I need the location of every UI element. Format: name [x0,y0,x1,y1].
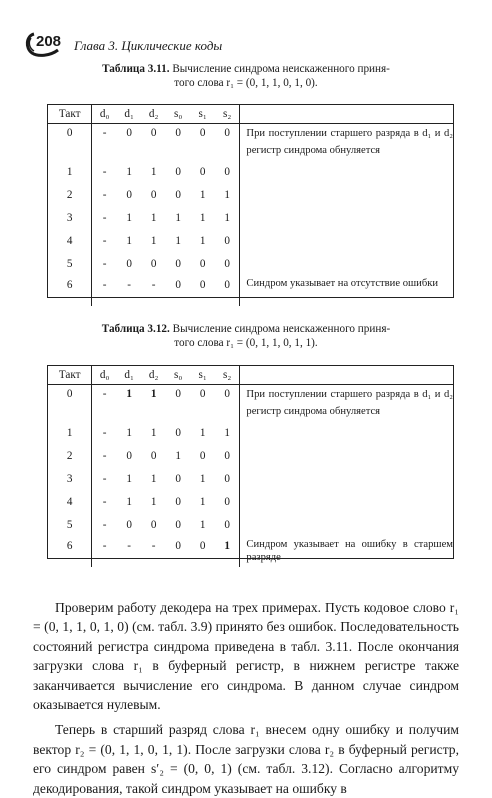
table-cell: 1 [126,235,132,247]
table-cell: - [102,540,107,552]
body-text [33,598,459,798]
table-cell: 4 [48,230,92,253]
table-cell: 4 [48,491,92,514]
column-header: d₀ [92,366,117,385]
table-note: При поступлении старшего разряда в d₁ и d₂ регистр синдрома обнуляется [246,389,453,417]
table-caption-text-cont: того слова r₁ = (0, 1, 1, 0, 1, 1). [174,337,318,349]
table-cell: 0 [126,519,132,531]
table-cell: 0 [215,491,240,514]
table-cell: 0 [175,258,181,270]
table-cell: 0 [175,388,181,400]
column-header: d₂ [141,105,166,124]
table-cell: 1 [48,161,92,184]
table-cell: 0 [48,124,92,162]
table-row [48,385,453,423]
paragraph: Проверим работу декодера на трех примерах. Пусть кодовое слово r₁ = (0, 1, 1, 0, 1, 0) (см. табл. 3.9) принято без ошибок. Последовательность состояний регистра синдрома приведена в табл. 3.11. После окончания загрузки слова r₁ в буферный регистр, в нижнем регистре также заканчивается вычисление его синдрома. В данном случае синдром оказывается нулевым. [33,600,459,713]
table-cell: - [127,540,131,552]
table-cell: 0 [175,127,181,139]
table-header-row [48,105,453,124]
table-cell: 3 [48,468,92,491]
table-cell: 1 [175,235,181,247]
table-row [48,124,453,162]
table-cell: - [102,496,107,508]
column-header: Такт [48,105,92,124]
page-header [22,34,472,56]
table-cell: 0 [175,496,181,508]
table-row [48,184,453,207]
table-cell: 1 [215,537,240,567]
table-cell: 1 [199,235,206,247]
column-header: s₂ [215,366,240,385]
table-cell: - [102,279,107,291]
table-cell: 1 [150,388,157,400]
table-cell: - [102,258,107,270]
table-cell: 1 [126,427,132,439]
table-cell: - [102,450,107,462]
table-cell: 5 [48,514,92,537]
table-cell: 6 [48,537,92,567]
column-header [240,366,453,385]
table-cell: 0 [215,276,240,306]
table-cell: 0 [215,445,240,468]
table-cell: 0 [199,540,206,552]
table-cell: 0 [126,189,132,201]
table-cell: 1 [150,473,157,485]
table-note [240,514,453,537]
table-row [48,422,453,445]
table-caption-label: Таблица 3.11. [102,63,170,75]
column-header: d₁ [117,105,142,124]
table-cell: 0 [199,127,206,139]
column-header: s₀ [166,105,191,124]
table-cell: - [151,279,156,291]
table-cell: 0 [175,166,181,178]
table-row [48,161,453,184]
table-cell: - [102,212,107,224]
table-cell: - [102,166,107,178]
column-header: d₀ [92,105,117,124]
table-cell: 1 [215,184,240,207]
column-header: s₁ [190,105,215,124]
table-row [48,537,453,567]
syndrome-table-3-12 [48,366,453,567]
table-cell: 0 [175,427,181,439]
table-cell: 1 [199,496,206,508]
table-note: При поступлении старшего разряда в d₁ и d₂ регистр синдрома обнуляется [246,128,453,156]
table-cell: 0 [126,450,132,462]
table-note [240,445,453,468]
table-note [240,207,453,230]
table-cell: 0 [175,279,181,291]
column-header [240,105,453,124]
table-cell: 1 [150,212,157,224]
column-header: Такт [48,366,92,385]
table-cell: 0 [175,540,181,552]
table-cell: 0 [199,258,206,270]
table-cell: 0 [126,258,132,270]
table-note: Синдром указывает на отсутствие ошибки [246,278,439,289]
table-cell: 1 [126,388,132,400]
table-cell: 0 [215,230,240,253]
table-cell: 0 [199,388,206,400]
table-cell: - [127,279,131,291]
table-cell: 3 [48,207,92,230]
table-cell: 1 [215,207,240,230]
column-header: s₀ [166,366,191,385]
table-cell: 0 [175,473,181,485]
column-header: s₂ [215,105,240,124]
table-cell: 1 [126,496,132,508]
table-row [48,445,453,468]
table-cell: 0 [150,450,157,462]
table-cell: 0 [126,127,132,139]
column-header: s₁ [190,366,215,385]
table-cell: 5 [48,253,92,276]
table-caption-label: Таблица 3.12. [101,323,170,335]
table-cell: - [102,427,107,439]
table-row [48,253,453,276]
table-cell: - [102,127,107,139]
table-row [48,230,453,253]
table-cell: 0 [215,514,240,537]
table-row [48,468,453,491]
table-cell: 0 [215,468,240,491]
table-cell: 1 [199,189,206,201]
page-number: 208 [36,33,62,50]
table-caption [0,322,492,350]
table-row [48,207,453,230]
paragraph: Теперь в старший разряд слова r₁ внесем одну ошибку и получим вектор r₂ = (0, 1, 1, 0, 1, 1). После загрузки слова r₂ в буферный регистр, его синдром равен s′₂ = (0, 0, 1) (см. табл. 3.12). Согласно алгоритму декодирования, такой синдром указывает на ошибку в [33,722,459,796]
table-row [48,491,453,514]
table-note [240,491,453,514]
table-caption-text: Вычисление синдрома неискаженного приня- [169,63,390,75]
table-cell: 0 [150,519,157,531]
table-note [240,230,453,253]
table-cell: 0 [150,258,157,270]
table-note [240,253,453,276]
column-header: d₂ [141,366,166,385]
table-row [48,276,453,306]
table-note [240,468,453,491]
table-cell: 1 [175,450,181,462]
table-note: Синдром указывает на ошибку в старшем разряде [246,539,453,563]
table-caption-text-cont: того слова r₁ = (0, 1, 1, 0, 1, 0). [174,77,318,89]
page-number-badge [22,30,62,58]
table-caption [0,62,492,90]
table-cell: 1 [48,422,92,445]
table-header-row [48,366,453,385]
table-cell: 1 [150,166,157,178]
table-cell: 0 [199,166,206,178]
table-cell: 0 [48,385,92,423]
table-note [240,422,453,445]
syndrome-table-3-11 [48,105,453,306]
table-note [240,184,453,207]
table-cell: 1 [150,427,157,439]
table-cell: 1 [126,473,132,485]
table-cell: - [151,540,156,552]
table-cell: 0 [215,161,240,184]
table-cell: 0 [175,519,181,531]
table-cell: 1 [175,212,181,224]
table-cell: - [102,235,107,247]
table-cell: 1 [150,235,157,247]
table-cell: 6 [48,276,92,306]
table-cell: 0 [150,127,157,139]
table-cell: 0 [215,385,240,423]
table-cell: 1 [199,427,206,439]
table-cell: 2 [48,445,92,468]
table-cell: 1 [199,473,206,485]
table-cell: - [102,189,107,201]
table-cell: 1 [150,496,157,508]
table-cell: 0 [199,450,206,462]
table-cell: 2 [48,184,92,207]
table-cell: 1 [199,519,206,531]
table-cell: 1 [199,212,206,224]
table-cell: 1 [126,212,132,224]
table-note [240,161,453,184]
table-cell: 0 [150,189,157,201]
table-cell: 0 [199,279,206,291]
table-row [48,514,453,537]
table-cell: 0 [175,189,181,201]
table-cell: - [102,519,107,531]
table-cell: 0 [215,124,240,162]
table-cell: 1 [215,422,240,445]
table-cell: - [102,473,107,485]
table-cell: 1 [126,166,132,178]
table-cell: - [102,388,107,400]
table-cell: 0 [215,253,240,276]
column-header: d₁ [117,366,142,385]
table-caption-text: Вычисление синдрома неискаженного приня- [169,323,391,335]
chapter-title: Глава 3. Циклические коды [74,38,223,53]
